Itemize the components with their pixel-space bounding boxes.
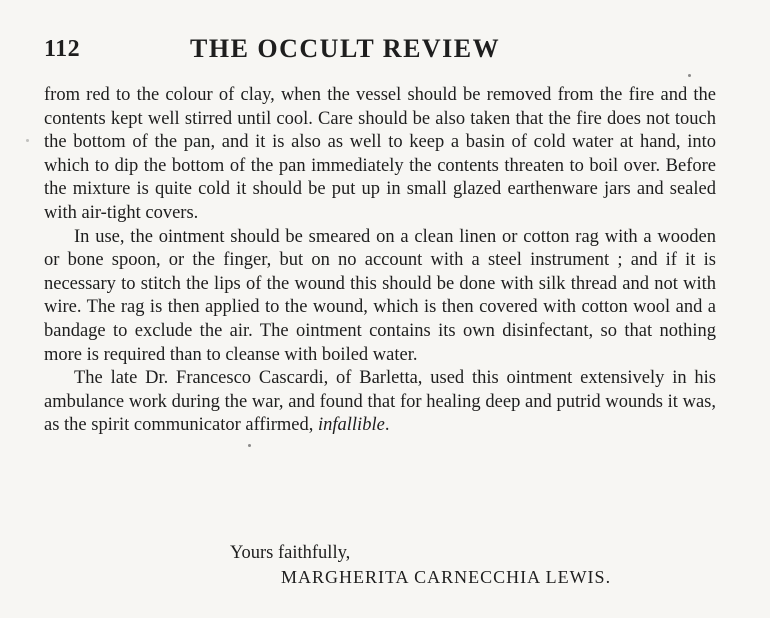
running-title: THE OCCULT REVIEW <box>190 34 501 63</box>
ink-speck <box>688 74 691 77</box>
page-header <box>44 30 724 70</box>
paragraph-2: In use, the ointment should be smeared on a clean linen or cotton rag with a wooden or bone spoon, or the finger, but on no account with a steel instrument ; and if it is necessary to stitch the lips of the wound this should be done with silk thread and not with wire. The rag is then applied to the wound, which is then covered with cotton wool and a bandage to exclude the air. The ointment contains its own disinfectant, so that nothing more is required than to cleanse with boiled water. <box>44 226 716 365</box>
ink-speck <box>26 139 29 142</box>
salutation: Yours faithfully, <box>230 543 351 563</box>
page-number: 112 <box>44 36 81 62</box>
paragraph-3-text: The late Dr. Francesco Cascardi, of Barletta, used this ointment extensively in his ambulance work during the war, and found that for healing deep and putrid wounds it was, as the spirit communicator affirmed, <box>44 368 716 436</box>
body-text <box>44 84 716 438</box>
emphasis-word: infallible <box>318 415 385 436</box>
paragraph-3 <box>44 367 716 438</box>
ink-speck <box>248 444 251 447</box>
paragraph-1: from red to the colour of clay, when the vessel should be removed from the fire and the contents kept well stirred until cool. Care should be also taken that the fire does not touch the bottom of the pan, and it is also as well to keep a basin of cold water at hand, into which to dip the bottom of the pan immediately the contents threaten to boil over. Before the mixture is quite cold it should be put up in small glazed earthenware jars and sealed with air-tight covers. <box>44 85 716 223</box>
paragraph-3-end: . <box>384 415 390 436</box>
signature: MARGHERITA CARNECCHIA LEWIS. <box>281 567 612 587</box>
